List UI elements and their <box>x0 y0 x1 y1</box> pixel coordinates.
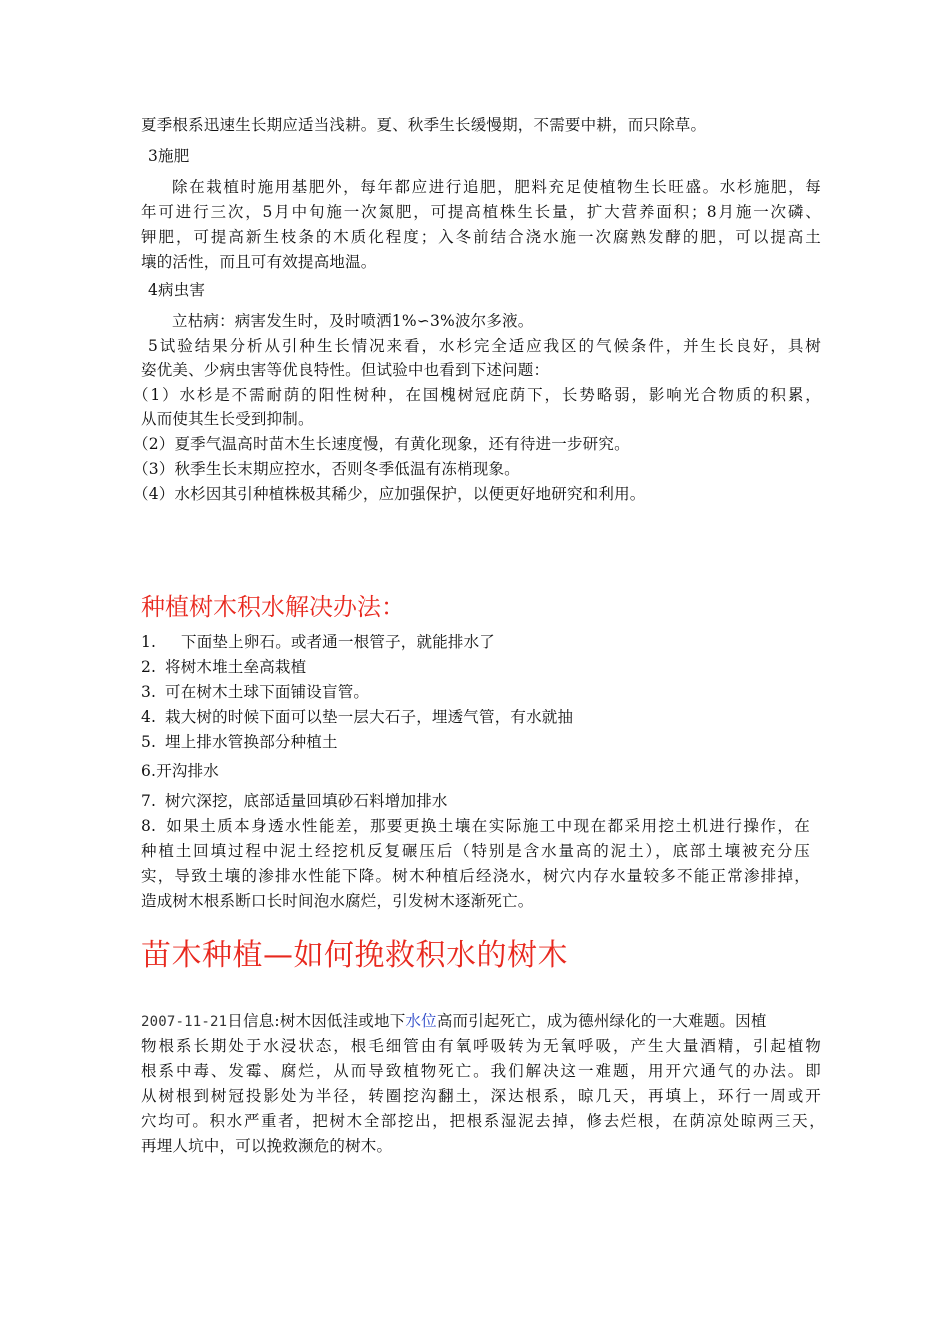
heading-fertilize: 3施肥 <box>148 147 190 165</box>
list-number: 3. <box>141 683 157 701</box>
fert-line-2: 年可进行三次，5月中旬施一次氮肥，可提高植株生长量，扩大营养面积；8月施一次磷、 <box>141 203 821 221</box>
list-item <box>141 791 821 811</box>
item8-cont-1: 种植土回填过程中泥土经挖机反复碾压后（特别是含水量高的泥土），底部土壤被充分压 <box>141 842 810 860</box>
list-text: 下面垫上卵石。或者通一根管子，就能排水了 <box>181 633 496 651</box>
list-item <box>141 657 821 677</box>
list-item <box>141 707 821 727</box>
article-line-4: 从树根到树冠投影处为半径，转圈挖沟翻土，深达根系，晾几天，再填上，环行一周或开 <box>141 1087 821 1105</box>
paragraph-line: 夏季根系迅速生长期应适当浅耕。夏、秋季生长缓慢期，不需要中耕，而只除草。 <box>141 116 707 134</box>
list-item <box>141 732 821 752</box>
fert-line-4: 壤的活性，而且可有效提高地温。 <box>141 253 377 271</box>
pest-line: 立枯病：病害发生时，及时喷洒1%∽3%波尔多液。 <box>172 312 534 330</box>
item8-cont-2: 实，导致土壤的渗排水性能下降。树木种植后经浇水，树穴内存水量较多不能正常渗排掉， <box>141 867 810 885</box>
list-text: 可在树木土球下面铺设盲管。 <box>165 683 370 701</box>
section-title-rescue: 苗木种植—如何挽救积水的树木 <box>141 938 568 973</box>
water-level-link[interactable]: 水位 <box>405 1012 437 1030</box>
section-title-waterlogging: 种植树木积水解决办法： <box>141 593 405 621</box>
item8-cont-3: 造成树木根系断口长时间泡水腐烂，引发树木逐渐死亡。 <box>141 892 534 910</box>
list-number: 8. <box>141 817 157 835</box>
list-item <box>141 816 810 836</box>
list-number: 2. <box>141 658 157 676</box>
issue-line-3: （3）秋季生长末期应控水，否则冬季低温有冻梢现象。 <box>133 460 520 478</box>
heading-pest: 4病虫害 <box>148 281 206 299</box>
list-text: 埋上排水管换部分种植土 <box>165 733 338 751</box>
list-number: 6. <box>141 762 157 780</box>
issue-line-2: （2）夏季气温高时苗木生长速度慢，有黄化现象，还有待进一步研究。 <box>133 435 630 453</box>
list-text: 如果土质本身透水性能差，那要更换土壤在实际施工中现在都采用挖土机进行操作，在 <box>165 817 810 835</box>
list-number: 4. <box>141 708 157 726</box>
article-text: 日信息:树木因低洼或地下 <box>227 1012 406 1030</box>
issue-line-1: （1）水杉是不需耐荫的阳性树种，在国槐树冠庇荫下，长势略弱，影响光合物质的积累， <box>133 386 821 404</box>
list-text: 将树木堆土垒高栽植 <box>165 658 307 676</box>
list-number: 1. <box>141 633 157 651</box>
list-text: 开沟排水 <box>156 762 220 780</box>
result-line-2: 姿优美、少病虫害等优良特性。但试验中也看到下述问题： <box>141 361 550 379</box>
article-line-1 <box>141 1011 821 1032</box>
list-number: 5. <box>141 733 157 751</box>
result-line-1: 5试验结果分析从引种生长情况来看，水杉完全适应我区的气候条件，并生长良好，具树 <box>148 337 821 355</box>
list-number: 7. <box>141 792 157 810</box>
list-text: 树穴深挖，底部适量回填砂石料增加排水 <box>165 792 448 810</box>
article-line-6: 再埋人坑中，可以挽救濒危的树木。 <box>141 1137 393 1155</box>
list-item <box>141 682 821 702</box>
article-line-3: 根系中毒、发霉、腐烂，从而导致植物死亡。我们解决这一难题，用开穴通气的办法。即 <box>141 1062 821 1080</box>
list-text: 栽大树的时候下面可以垫一层大石子，埋透气管，有水就抽 <box>165 708 574 726</box>
issue-line-4: （4）水杉因其引种植株极其稀少，应加强保护，以便更好地研究和利用。 <box>133 485 646 503</box>
list-item <box>141 632 821 652</box>
issue-line-1b: 从而使其生长受到抑制。 <box>141 410 314 428</box>
article-date: 2007-11-21 <box>141 1014 228 1030</box>
article-line-2: 物根系长期处于水浸状态，根毛细管由有氧呼吸转为无氧呼吸，产生大量酒精，引起植物 <box>141 1037 821 1055</box>
article-line-5: 穴均可。积水严重者，把树木全部挖出，把根系湿泥去掉，修去烂根，在荫凉处晾两三天， <box>141 1112 825 1130</box>
article-text: 高而引起死亡，成为德州绿化的一大难题。因植 <box>436 1012 767 1030</box>
list-item <box>141 761 821 781</box>
fert-line-3: 钾肥，可提高新生枝条的木质化程度；入冬前结合浇水施一次腐熟发酵的肥，可以提高土 <box>141 228 821 246</box>
fert-line-1: 除在栽植时施用基肥外，每年都应进行追肥，肥料充足使植物生长旺盛。水杉施肥，每 <box>172 178 821 196</box>
